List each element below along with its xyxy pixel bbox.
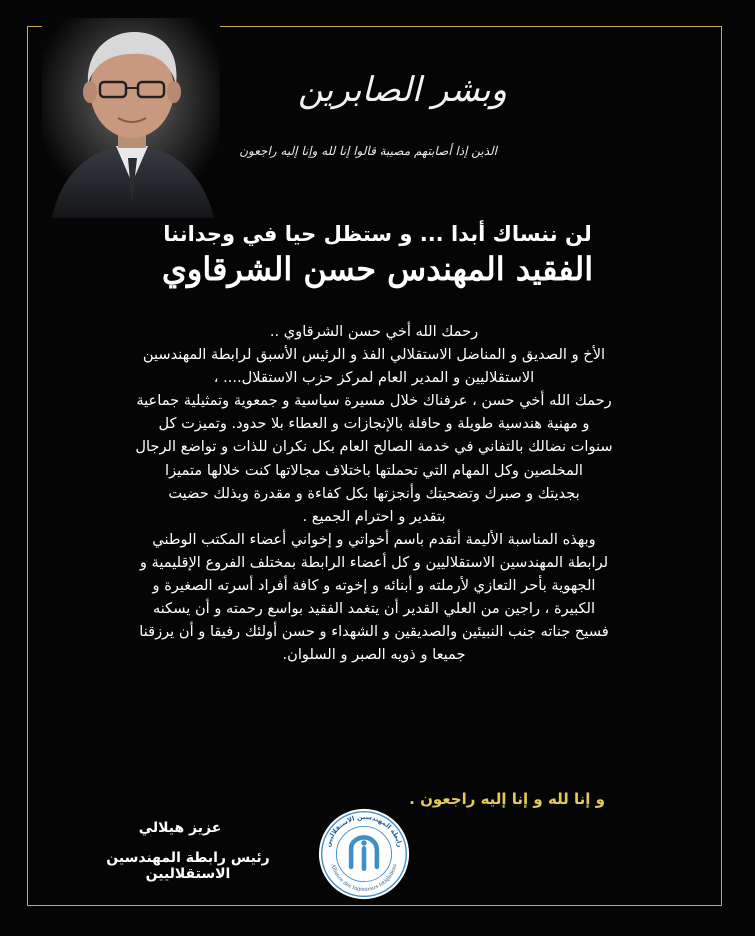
- body-line: المخلصين وكل المهام التي تحملتها باختلاف مجالاتها كنت خلالها متميزا: [165, 461, 583, 479]
- body-line: الجهوية بأحر التعازي لأرملته و أبنائه و إخوته و كافة أفراد أسرته الصغيرة و: [152, 577, 596, 595]
- body-line: الكبيرة ، راجين من العلي القدير أن يتغمد الفقيد بواسع رحمته و أن يسكنه: [152, 600, 596, 618]
- quran-verse-title: وبشر الصابرين: [298, 70, 507, 110]
- prayer-line: و إنا لله و إنا إليه راجعون .: [409, 790, 605, 808]
- body-line: وبهذه المناسبة الأليمة أتقدم باسم أخواتي و إخواني أعضاء المكتب الوطني: [152, 530, 596, 548]
- tagline: لن ننساك أبدا ... و ستظل حيا في وجداننا: [163, 222, 592, 246]
- svg-text:Alliance des Ingénieurs Istiql: Alliance des Ingénieurs Istiqlaliens: [329, 863, 399, 893]
- body-line: بتقدير و احترام الجميع .: [302, 507, 446, 525]
- body-line: فسيح جناته جنب النبيئين والصديقين و الشهداء و حسن أولئك رفيقا و أن يرزقنا: [139, 623, 609, 641]
- body-line: و مهنية هندسية طويلة و حافلة بالإنجازات و العطاء بلا حدود. وتميزت كل: [158, 415, 590, 433]
- portrait-photo: [42, 18, 220, 218]
- quran-verse-subtitle: الذين إذا أصابتهم مصيبة قالوا إنا لله وإنا إليه راجعون: [239, 144, 497, 158]
- signatory-name: عزيز هيلالي: [138, 820, 222, 836]
- body-line: بجديتك و صبرك وتضحيتك وأنجزتها بكل كفاءة و مقدرة وبذلك حضيت: [168, 484, 580, 502]
- body-line: رحمك الله أخي حسن الشرقاوي ..: [269, 323, 479, 340]
- condolence-text: [50, 320, 698, 666]
- body-line: الاستقلاليين و المدير العام لمركز حزب الاستقلال.... ،: [213, 369, 535, 387]
- body-line: رحمك الله أخي حسن ، عرفناك خلال مسيرة سياسية و جمعوية وتمثيلية جماعية: [136, 392, 612, 410]
- association-logo: [318, 808, 410, 900]
- deceased-name: الفقيد المهندس حسن الشرقاوي: [161, 250, 594, 288]
- body-line: جميعا و ذويه الصبر و السلوان.: [282, 646, 466, 664]
- body-line: الأخ و الصديق و المناضل الاستقلالي الفذ و الرئيس الأسبق لرابطة المهندسين: [142, 346, 606, 364]
- svg-text:رابطة المهندسين الاستقلاليين: رابطة المهندسين الاستقلاليين: [323, 812, 405, 848]
- body-line: سنوات نضالك بالتفاني في خدمة الصالح العام بكل نكران للذات و تواضع الرجال: [135, 438, 613, 456]
- signatory-title: رئيس رابطة المهندسين الاستقلاليين: [106, 850, 270, 882]
- body-line: لرابطة المهندسين الاستقلاليين و كل أعضاء الرابطة بمختلف الفروع الإقليمية و: [139, 553, 609, 571]
